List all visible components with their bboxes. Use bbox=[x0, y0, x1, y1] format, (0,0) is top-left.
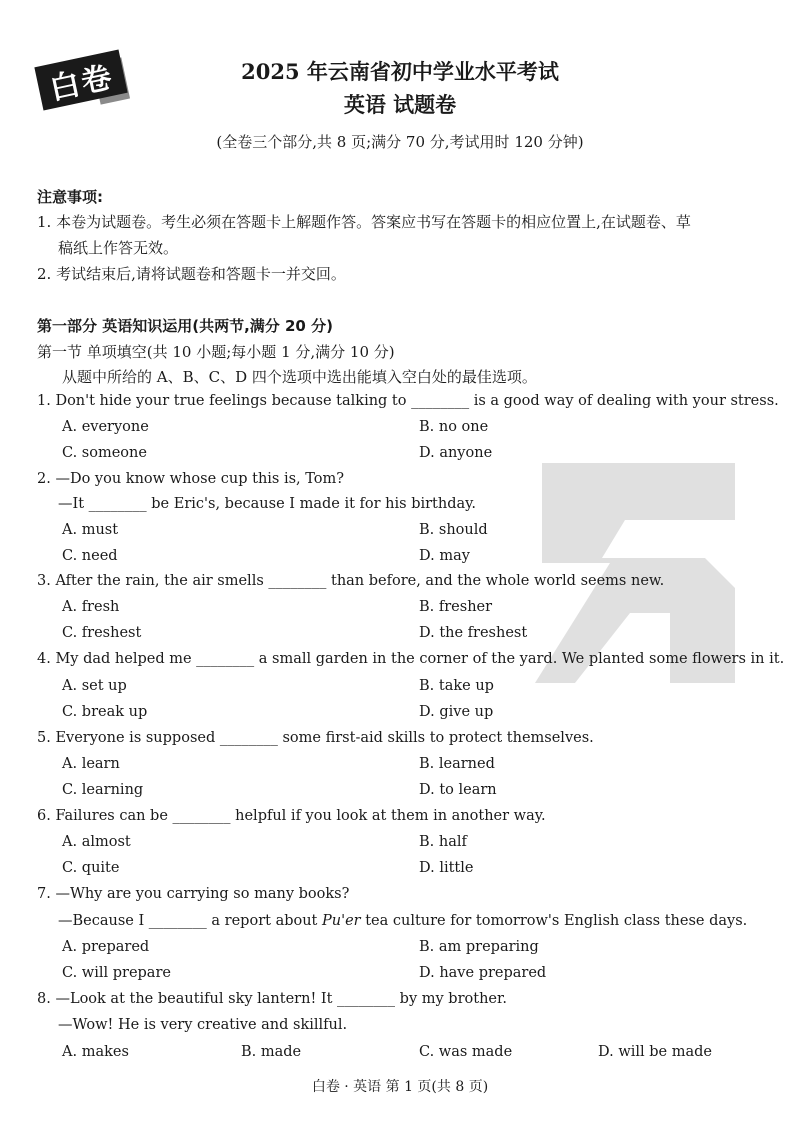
q5-option-d: D. to learn bbox=[419, 782, 497, 798]
q4-option-b: B. take up bbox=[419, 678, 494, 694]
q7-dialogue-pre: —Because I ________ a report about bbox=[58, 913, 322, 929]
q8-option-a: A. makes bbox=[62, 1044, 129, 1060]
q7-option-c: C. will prepare bbox=[62, 965, 171, 981]
section1-heading: 第一节 单项填空(共 10 小题;每小题 1 分,满分 10 分) bbox=[37, 343, 395, 361]
q3-option-d: D. the freshest bbox=[419, 625, 528, 641]
notice-heading: 注意事项: bbox=[37, 188, 103, 206]
q2-option-a: A. must bbox=[62, 522, 119, 538]
notice-item-2: 2. 考试结束后,请将试题卷和答题卡一并交回。 bbox=[37, 265, 346, 283]
q6-option-b: B. half bbox=[419, 834, 467, 850]
q8-option-d: D. will be made bbox=[598, 1044, 712, 1060]
question-5-stem: 5. Everyone is supposed ________ some first-aid skills to protect themselves. bbox=[37, 730, 594, 746]
q3-option-c: C. freshest bbox=[62, 625, 142, 641]
part1-heading: 第一部分 英语知识运用(共两节,满分 20 分) bbox=[37, 317, 333, 335]
q5-option-c: C. learning bbox=[62, 782, 144, 798]
question-7-dialogue bbox=[58, 913, 747, 929]
q2-option-b: B. should bbox=[419, 522, 488, 538]
q1-option-d: D. anyone bbox=[419, 445, 493, 461]
q7-dialogue-term: Pu'er bbox=[322, 913, 361, 929]
notice-item-1-cont: 稿纸上作答无效。 bbox=[58, 239, 179, 257]
q8-option-b: B. made bbox=[241, 1044, 302, 1060]
question-8-dialogue: —Wow! He is very creative and skillful. bbox=[58, 1017, 348, 1033]
q2-option-c: C. need bbox=[62, 548, 118, 564]
q6-option-a: A. almost bbox=[62, 834, 131, 850]
question-6-stem: 6. Failures can be ________ helpful if you look at them in another way. bbox=[37, 808, 546, 824]
question-1-stem: 1. Don't hide your true feelings because talking to ________ is a good way of dealing with your stress. bbox=[37, 393, 779, 409]
question-3-stem: 3. After the rain, the air smells ________ than before, and the whole world seems new. bbox=[37, 573, 665, 589]
q8-option-c: C. was made bbox=[419, 1044, 513, 1060]
q6-option-d: D. little bbox=[419, 860, 474, 876]
exam-info: (全卷三个部分,共 8 页;满分 70 分,考试用时 120 分钟) bbox=[216, 133, 584, 151]
q4-option-c: C. break up bbox=[62, 704, 148, 720]
q2-option-d: D. may bbox=[419, 548, 470, 564]
q7-option-d: D. have prepared bbox=[419, 965, 547, 981]
paper-title: 英语 试题卷 bbox=[343, 92, 457, 117]
q1-option-b: B. no one bbox=[419, 419, 489, 435]
question-8-stem: 8. —Look at the beautiful sky lantern! It ________ by my brother. bbox=[37, 991, 507, 1007]
question-7-stem: 7. —Why are you carrying so many books? bbox=[37, 886, 350, 902]
paper-type-badge: 白卷 bbox=[34, 50, 127, 111]
question-2-stem: 2. —Do you know whose cup this is, Tom? bbox=[37, 471, 345, 487]
q4-option-a: A. set up bbox=[62, 678, 127, 694]
q3-option-a: A. fresh bbox=[62, 599, 120, 615]
q1-option-a: A. everyone bbox=[62, 419, 149, 435]
question-2-dialogue: —It ________ be Eric's, because I made it for his birthday. bbox=[58, 496, 477, 512]
section1-instruction: 从题中所给的 A、B、C、D 四个选项中选出能填入空白处的最佳选项。 bbox=[62, 368, 537, 386]
q7-dialogue-post: tea culture for tomorrow's English class these days. bbox=[360, 913, 748, 929]
q5-option-a: A. learn bbox=[62, 756, 120, 772]
notice-item-1: 1. 本卷为试题卷。考生必须在答题卡上解题作答。答案应书写在答题卡的相应位置上,在试题卷、草 bbox=[37, 213, 691, 231]
question-4-stem: 4. My dad helped me ________ a small garden in the corner of the yard. We planted some flowers in it. bbox=[37, 651, 785, 667]
q3-option-b: B. fresher bbox=[419, 599, 493, 615]
q1-option-c: C. someone bbox=[62, 445, 147, 461]
q7-option-a: A. prepared bbox=[62, 939, 150, 955]
q6-option-c: C. quite bbox=[62, 860, 120, 876]
page-footer: 白卷 · 英语 第 1 页(共 8 页) bbox=[311, 1079, 489, 1095]
q4-option-d: D. give up bbox=[419, 704, 494, 720]
exam-title: 2025 年云南省初中学业水平考试 bbox=[241, 59, 559, 84]
q5-option-b: B. learned bbox=[419, 756, 495, 772]
q7-option-b: B. am preparing bbox=[419, 939, 539, 955]
